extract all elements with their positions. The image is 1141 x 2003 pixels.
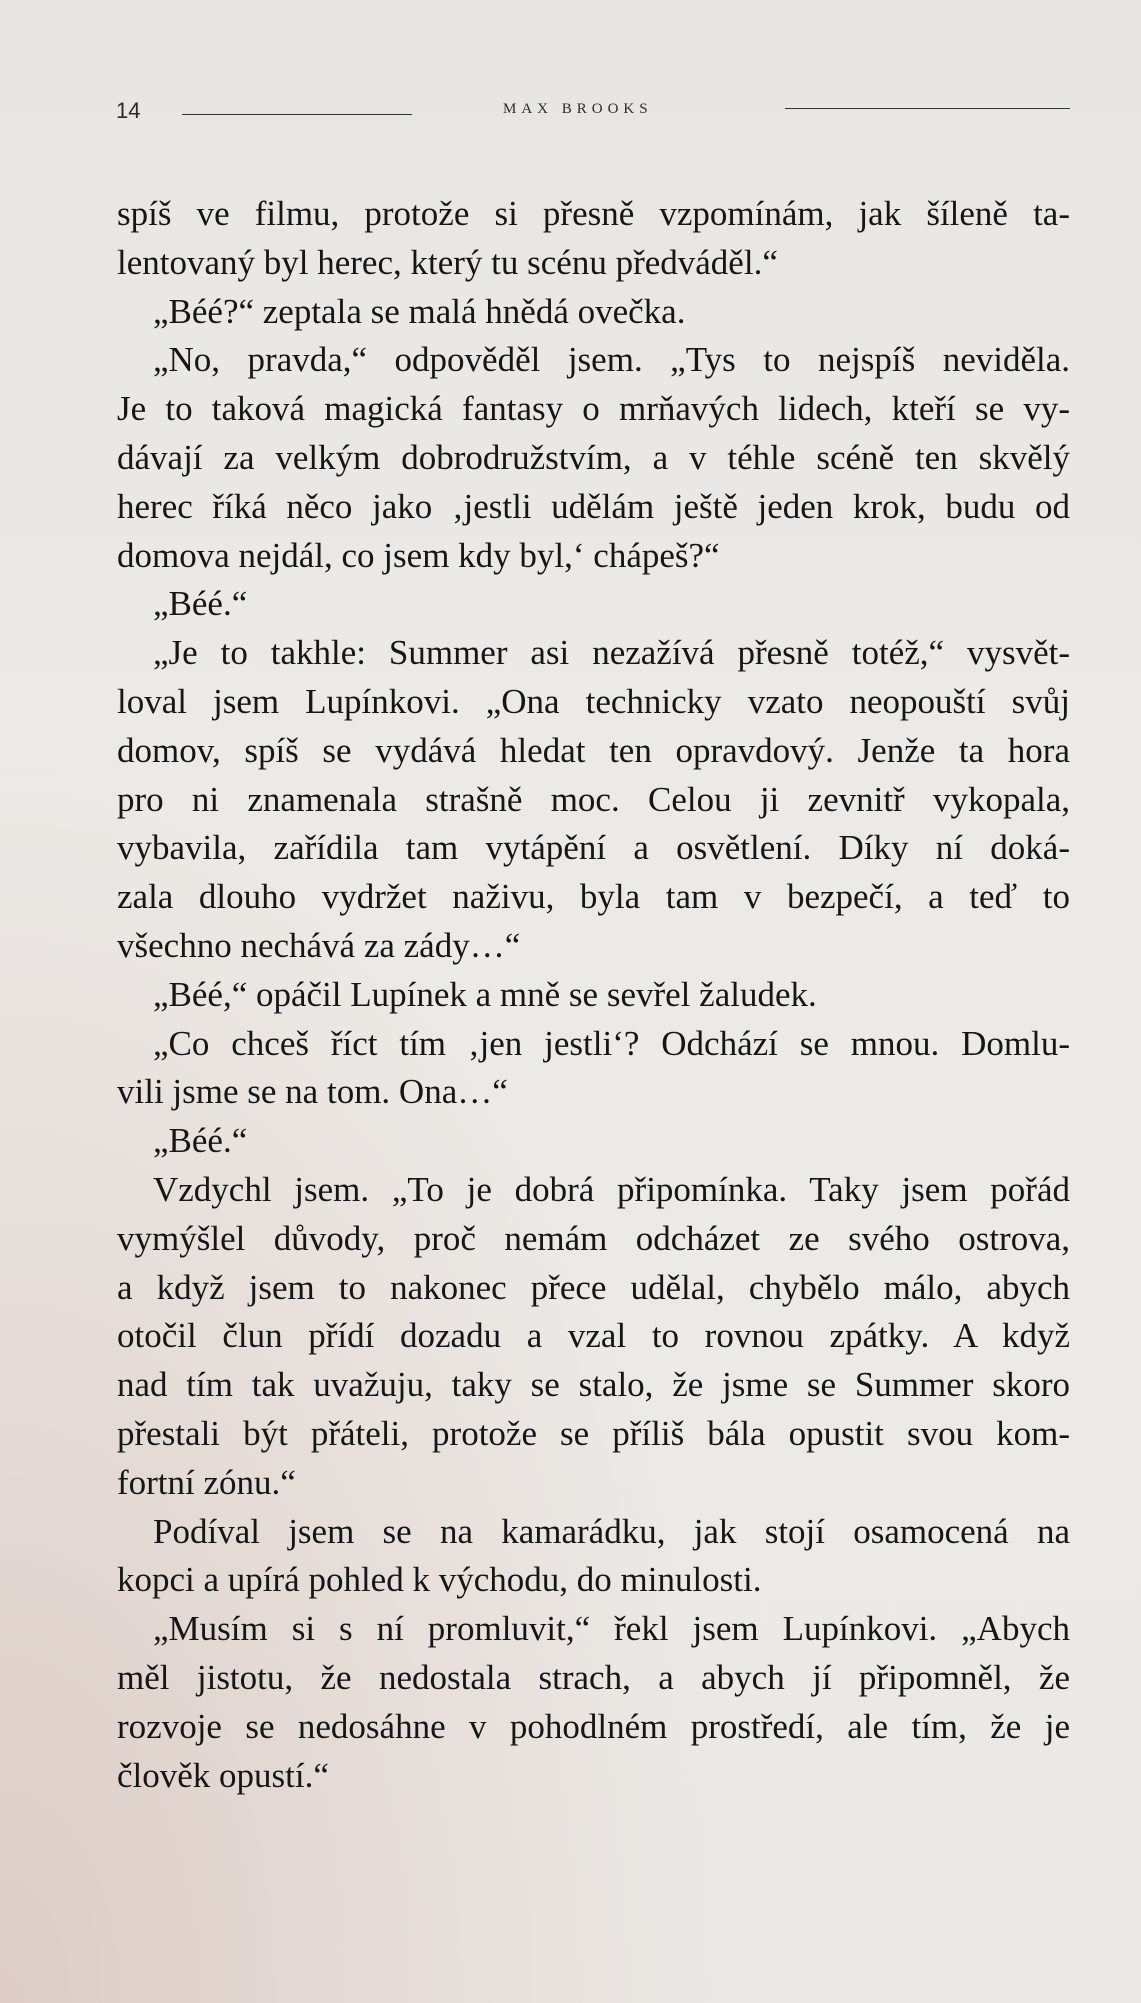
text-line: rozvoje se nedosáhne v pohodlném prostředí, ale tím, že je (117, 1706, 1070, 1746)
text-line: a když jsem to nakonec přece udělal, chybělo málo, abych (117, 1267, 1070, 1307)
text-line: lentovaný byl herec, který tu scénu předváděl.“ (117, 242, 778, 282)
running-head-author: MAX BROOKS (503, 101, 653, 117)
text-line: „Béé.“ (153, 1121, 248, 1161)
text-line: domova nejdál, co jsem kdy byl,‘ chápeš?“ (117, 535, 720, 575)
text-line: „Co chceš říct tím ‚jen jestli‘? Odchází se mnou. Domlu- (153, 1023, 1070, 1063)
body-text (117, 190, 1070, 1800)
text-line: kopci a upírá pohled k východu, do minulosti. (117, 1560, 762, 1600)
text-line: vybavila, zařídila tam vytápění a osvětlení. Díky ní doká- (117, 828, 1070, 868)
text-line: přestali být přáteli, protože se příliš bála opustit svou kom- (117, 1413, 1070, 1453)
text-line: „Béé,“ opáčil Lupínek a mně se sevřel žaludek. (153, 974, 817, 1014)
text-line: nad tím tak uvažuju, taky se stalo, že jsme se Summer skoro (117, 1365, 1070, 1405)
text-line: „Béé?“ zeptala se malá hnědá ovečka. (153, 291, 686, 331)
text-line: Je to taková magická fantasy o mrňavých lidech, kteří se vy- (117, 389, 1070, 429)
text-line: vili jsme se na tom. Ona…“ (117, 1072, 508, 1112)
header-rule-right (785, 108, 1070, 109)
text-line: domov, spíš se vydává hledat ten opravdový. Jenže ta hora (117, 730, 1070, 770)
text-line: člověk opustí.“ (117, 1755, 329, 1795)
text-line: „Je to takhle: Summer asi nezažívá přesně totéž,“ vysvět- (153, 633, 1070, 673)
text-line: „No, pravda,“ odpověděl jsem. „Tys to nejspíš neviděla. (153, 340, 1070, 380)
text-line: dávají za velkým dobrodružstvím, a v téhle scéně ten skvělý (117, 437, 1070, 477)
text-line: měl jistotu, že nedostala strach, a abych jí připomněl, že (117, 1657, 1070, 1697)
text-line: loval jsem Lupínkovi. „Ona technicky vzato neopouští svůj (117, 681, 1070, 721)
page-number: 14 (116, 98, 141, 123)
text-line: otočil člun přídí dozadu a vzal to rovnou zpátky. A když (117, 1316, 1070, 1356)
text-line: zala dlouho vydržet naživu, byla tam v bezpečí, a teď to (117, 877, 1070, 917)
text-line: všechno nechává za zády…“ (117, 925, 521, 965)
text-line: „Béé.“ (153, 584, 248, 624)
text-line: vymýšlel důvody, proč nemám odcházet ze svého ostrova, (117, 1218, 1070, 1258)
header-rule-left (182, 114, 412, 115)
text-line: spíš ve filmu, protože si přesně vzpomínám, jak šíleně ta- (117, 194, 1070, 233)
text-line: pro ni znamenala strašně moc. Celou ji zevnitř vykopala, (117, 779, 1070, 819)
text-line: fortní zónu.“ (117, 1462, 296, 1502)
running-head (0, 98, 1141, 128)
text-line: „Musím si s ní promluvit,“ řekl jsem Lupínkovi. „Abych (153, 1609, 1070, 1649)
text-line: Vzdychl jsem. „To je dobrá připomínka. Taky jsem pořád (153, 1169, 1070, 1209)
text-line: Podíval jsem se na kamarádku, jak stojí osamocená na (153, 1511, 1070, 1551)
text-line: herec říká něco jako ‚jestli udělám ještě jeden krok, budu od (117, 486, 1070, 526)
